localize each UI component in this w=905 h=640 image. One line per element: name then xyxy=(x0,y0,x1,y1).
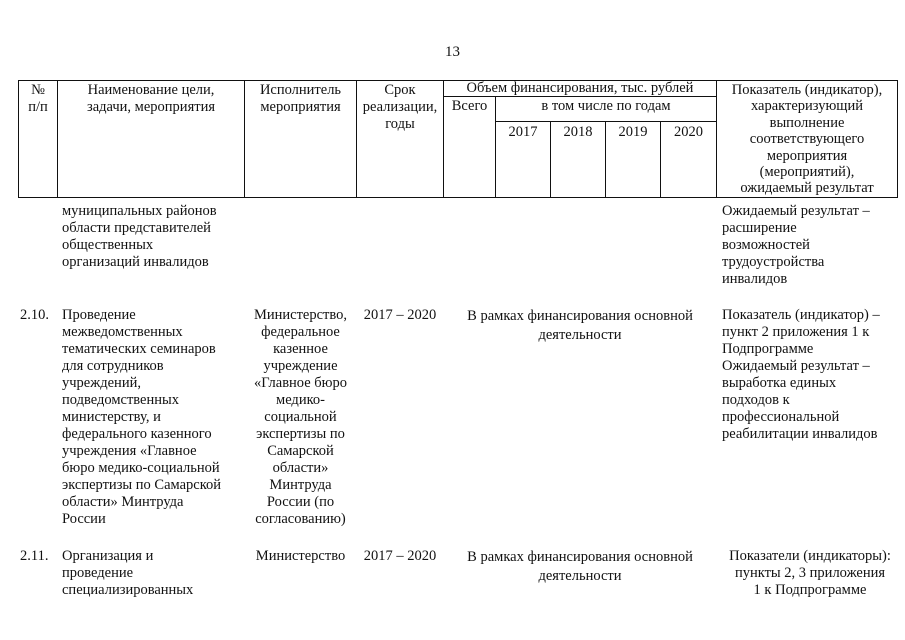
header-indicator-line: Показатель (индикатор), xyxy=(731,82,883,98)
row-name-line: бюро медико-социальной xyxy=(62,460,220,476)
row-number: 2.11. xyxy=(20,548,49,564)
header-total: Всего xyxy=(451,98,488,114)
header-indicator-line: (мероприятий), xyxy=(759,164,855,181)
row-name-line: для сотрудников xyxy=(62,358,164,374)
row-name-line: тематических семинаров xyxy=(62,341,216,357)
header-name-line: задачи, мероприятия xyxy=(86,99,215,115)
row-executor-line: «Главное бюро xyxy=(253,375,348,391)
header-funding: Объем финансирования, тыс. рублей xyxy=(466,80,694,96)
row-executor-line: учреждение xyxy=(263,358,338,374)
header-indicator xyxy=(717,82,897,197)
row-executor-line: казенное xyxy=(273,341,328,357)
header-executor-line: мероприятия xyxy=(260,99,341,115)
row-name xyxy=(62,307,244,528)
row-indicator xyxy=(717,548,903,599)
row-funding-line: деятельности xyxy=(538,568,622,584)
header-term xyxy=(357,82,443,133)
row-indicator-line: 1 к Подпрограмме xyxy=(753,582,867,598)
row-executor-line: области» xyxy=(272,460,329,476)
row-name-line: общественных xyxy=(62,237,154,253)
row-executor-line: согласованию) xyxy=(255,511,346,527)
page-number: 13 xyxy=(445,44,460,60)
row-indicator-line: Показатели (индикаторы): xyxy=(729,548,891,564)
row-executor-line: медико- xyxy=(276,392,325,408)
row-name-line: муниципальных районов xyxy=(62,203,217,219)
row-funding xyxy=(444,307,716,345)
row-executor-line: Самарской xyxy=(267,443,334,459)
header-executor-line: Исполнитель xyxy=(259,82,342,98)
row-name-line: области» Минтруда xyxy=(62,494,184,510)
header-indicator-line: ожидаемый результат xyxy=(740,180,874,197)
header-term-line: Срок xyxy=(384,82,416,98)
row-name-line: межведомственных xyxy=(62,324,183,340)
row-indicator-line: профессиональной xyxy=(722,409,840,425)
row-name-line: экспертизы по Самарской xyxy=(62,477,222,493)
row-funding-line: деятельности xyxy=(538,327,622,343)
row-executor-line: России (по xyxy=(266,494,335,510)
row-indicator-line: Показатель (индикатор) – xyxy=(722,307,880,323)
row-indicator xyxy=(722,307,900,443)
header-num-line: п/п xyxy=(28,99,48,115)
header-by-years: в том числе по годам xyxy=(541,98,671,114)
row-indicator-line: Ожидаемый результат – xyxy=(722,203,870,219)
header-indicator-line: выполнение xyxy=(769,114,845,131)
row-name-line: организаций инвалидов xyxy=(62,254,209,270)
row-name xyxy=(62,548,244,599)
row-indicator xyxy=(722,203,900,288)
row-funding xyxy=(444,548,716,586)
row-indicator-line: пункт 2 приложения 1 к xyxy=(722,324,870,340)
row-indicator-line: возможностей xyxy=(722,237,810,253)
header-indicator-line: мероприятия xyxy=(766,147,848,164)
row-name-line: проведение xyxy=(62,565,134,581)
row-indicator-line: Подпрограмме xyxy=(722,341,814,357)
row-term: 2017 – 2020 xyxy=(363,548,437,564)
row-funding-line: В рамках финансирования основной xyxy=(467,549,693,565)
row-indicator-line: подходов к xyxy=(722,392,790,408)
row-name xyxy=(62,203,244,271)
row-executor-line: Минтруда xyxy=(269,477,332,493)
row-executor-line: экспертизы по xyxy=(256,426,345,442)
row-indicator-line: инвалидов xyxy=(722,271,788,287)
row-indicator-line: реабилитации инвалидов xyxy=(722,426,878,442)
row-indicator-line: Ожидаемый результат – xyxy=(722,358,870,374)
header-year-2018: 2018 xyxy=(563,124,593,140)
row-executor-line: социальной xyxy=(264,409,337,425)
row-executor-line: федеральное xyxy=(261,324,340,340)
header-year-2017: 2017 xyxy=(508,124,538,140)
header-year-2019: 2019 xyxy=(618,124,648,140)
header-indicator-line: характеризующий xyxy=(750,98,863,115)
row-name-line: федерального казенного xyxy=(62,426,212,442)
row-name-line: России xyxy=(62,511,106,527)
row-name-line: министерству, и xyxy=(62,409,161,425)
row-executor xyxy=(245,548,356,565)
row-executor-line: Министерство, xyxy=(253,307,348,323)
header-year-2020: 2020 xyxy=(674,124,703,140)
row-name-line: специализированных xyxy=(62,582,194,598)
row-indicator-line: выработка единых xyxy=(722,375,837,391)
row-name-line: Проведение xyxy=(62,307,136,323)
header-term-line: годы xyxy=(385,116,415,132)
row-name-line: подведомственных xyxy=(62,392,179,408)
row-indicator-line: расширение xyxy=(722,220,797,236)
header-num-line: № xyxy=(31,82,45,98)
row-name-line: учреждений, xyxy=(62,375,141,391)
row-name-line: учреждения «Главное xyxy=(62,443,197,459)
row-number: 2.10. xyxy=(20,307,49,323)
header-indicator-line: соответствующего xyxy=(749,131,865,148)
row-executor xyxy=(245,307,356,528)
row-funding-line: В рамках финансирования основной xyxy=(467,308,693,324)
row-name-line: области представителей xyxy=(62,220,211,236)
row-executor-line: Министерство xyxy=(255,548,346,564)
header-term-line: реализации, xyxy=(362,99,438,115)
header-executor xyxy=(245,82,356,116)
header-name xyxy=(58,82,244,116)
row-indicator-line: пункты 2, 3 приложения xyxy=(734,565,886,581)
header-name-line: Наименование цели, xyxy=(87,82,215,98)
header-num xyxy=(19,82,57,116)
row-name-line: Организация и xyxy=(62,548,154,564)
row-indicator-line: трудоустройства xyxy=(722,254,825,270)
row-term: 2017 – 2020 xyxy=(363,307,437,323)
